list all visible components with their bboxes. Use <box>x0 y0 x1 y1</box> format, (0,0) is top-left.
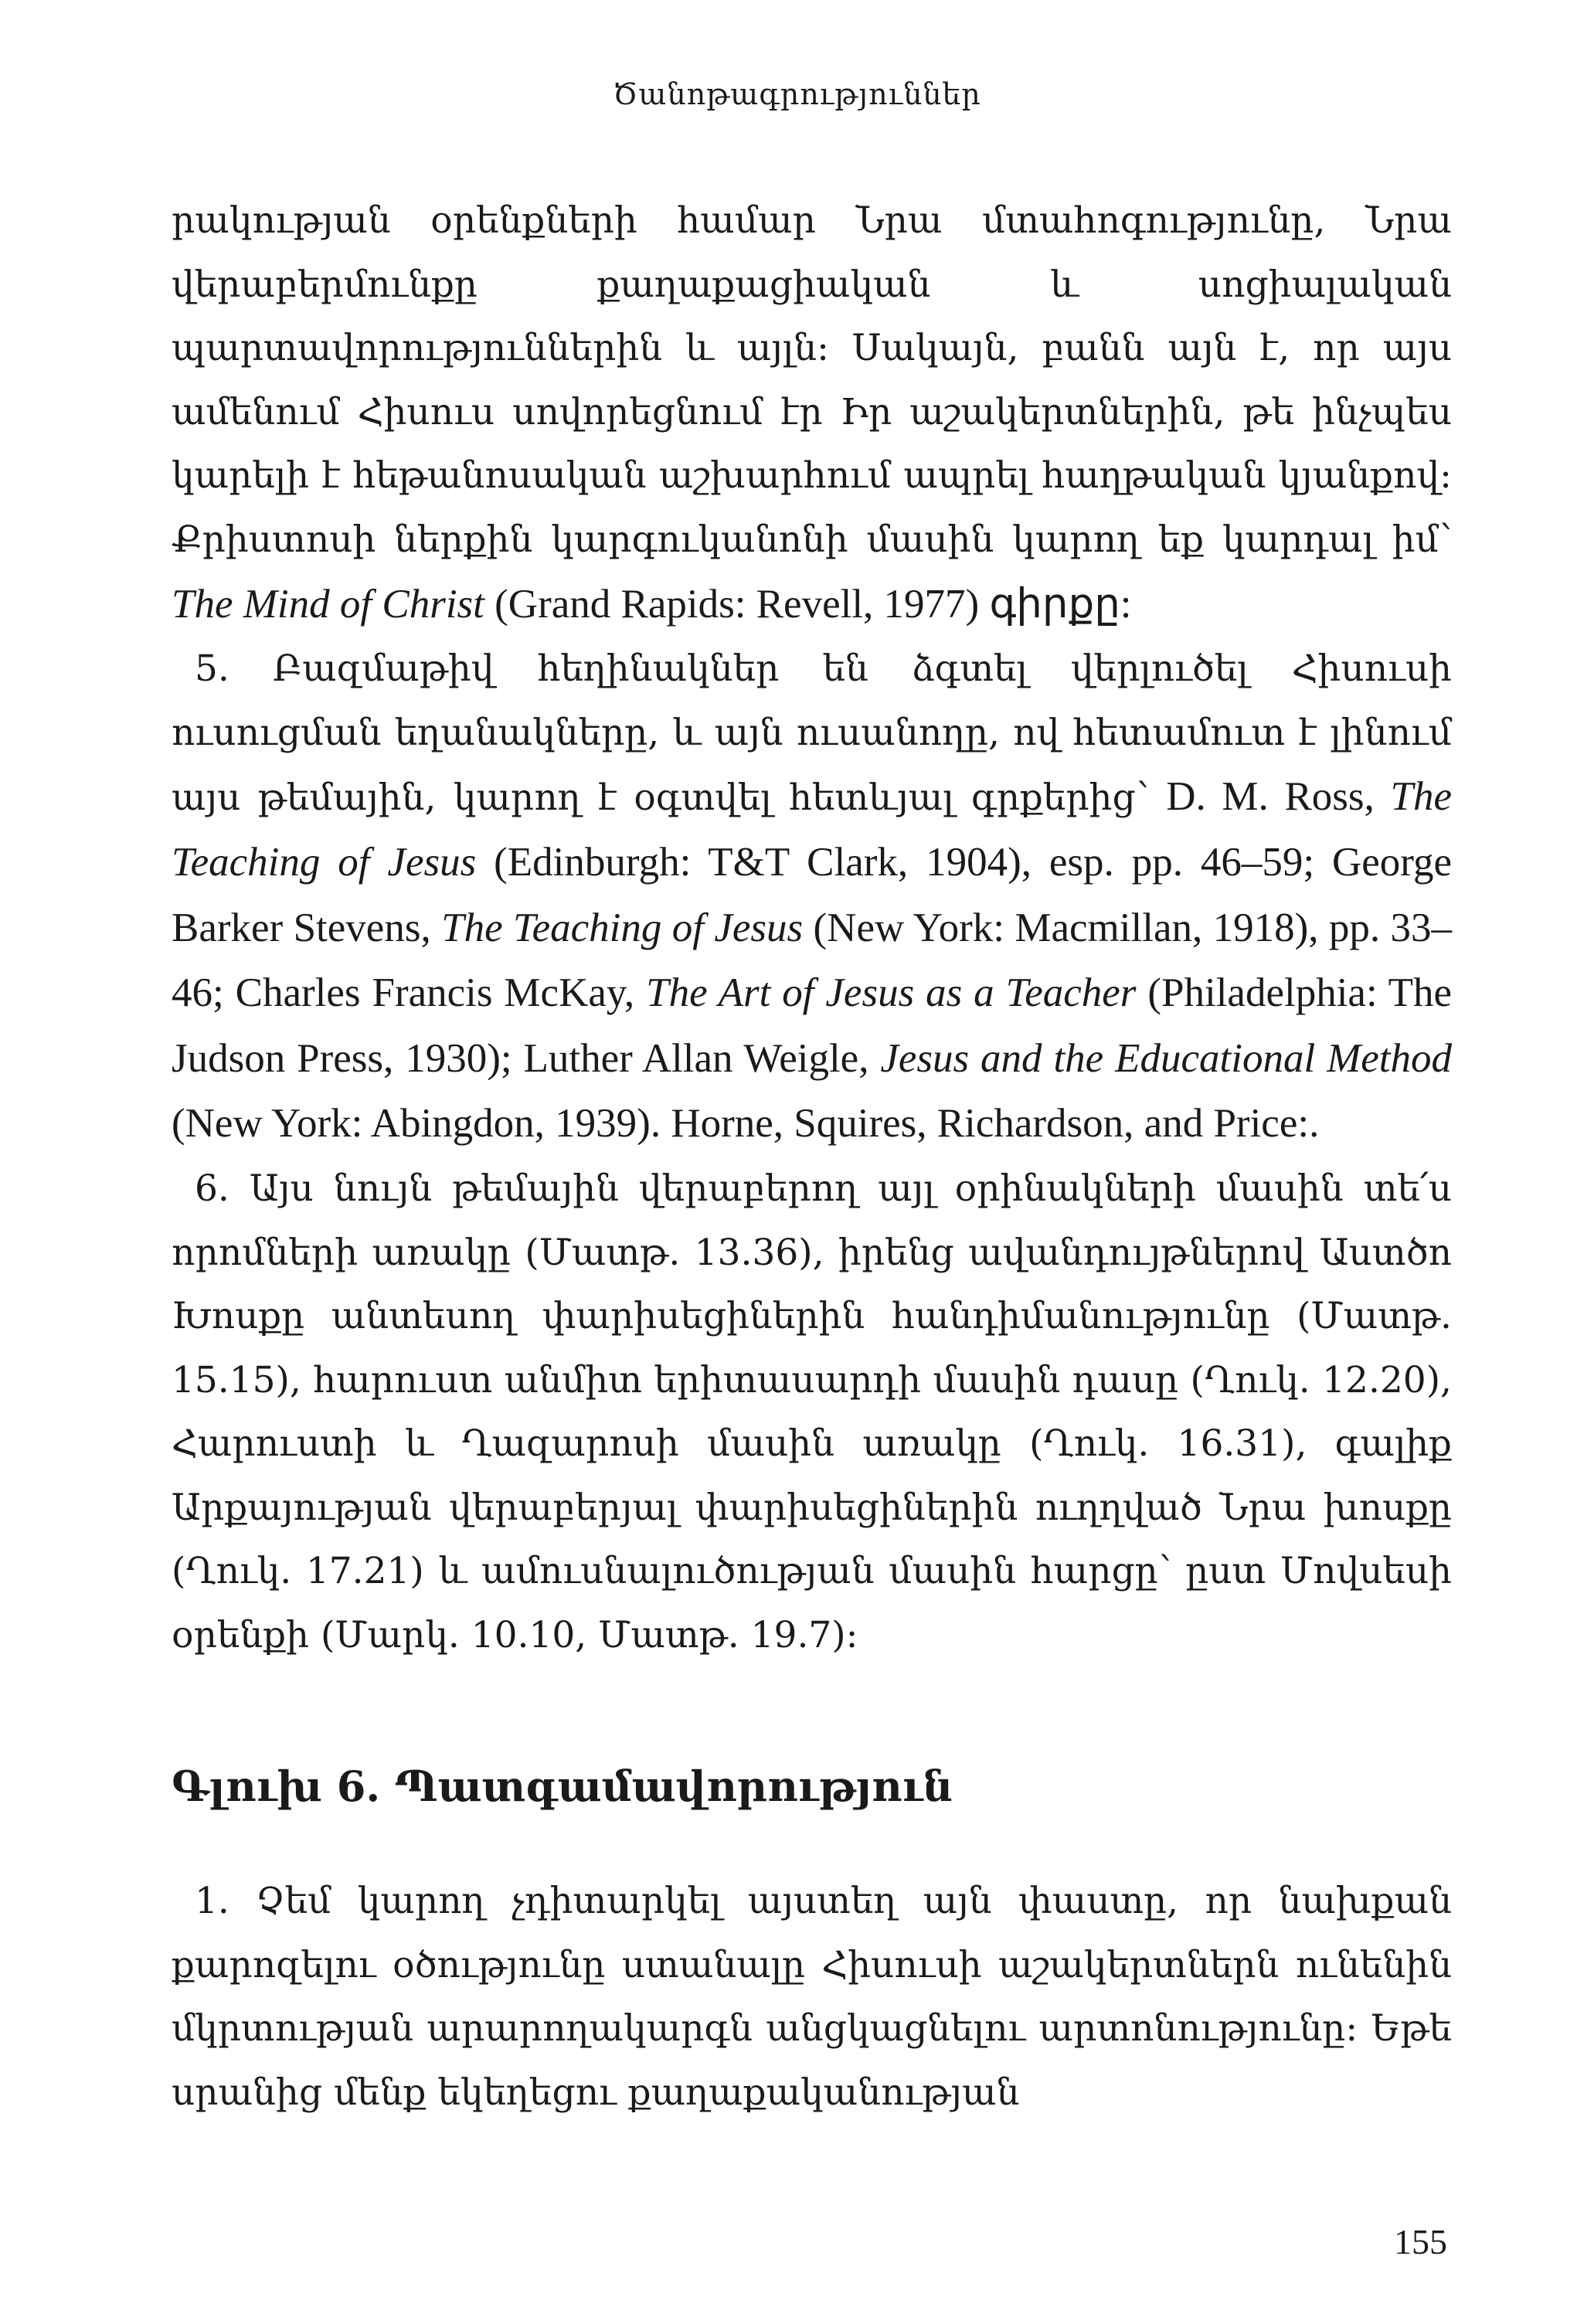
note-5 <box>172 637 1452 1157</box>
chapter-notes-block <box>172 1870 1452 2125</box>
ref-publication: (Philadelphia: The Judson Press, 1930); Luther Allan Weigle, <box>172 970 1453 1081</box>
note-continuation-text: րակության օրենքների համար Նրա մտահոգությունը, Նրա վերաբերմունքը քաղաքացիական և սոցիալական պարտավորություններին և այլն: Սակայն, բանն այն է, որ այս ամենում Հիսուս սովորեցնում էր Իր աշակերտներին, թե ինչպես կարելի է հեթանոսական աշխարհում ապրել հաղթական կյանքով: Քրիստոսի ներքին կարգուկանոնի մասին կարող եք կարդալ իմ՝ <box>172 199 1452 561</box>
ref-title: The Teaching of Jesus <box>172 774 1452 885</box>
ref-author: D. M. Ross, <box>1166 774 1375 820</box>
note-continuation <box>172 189 1452 637</box>
page-number: 155 <box>1394 2222 1447 2261</box>
chapter-note-1: 1. Չեմ կարող չդիտարկել այստեղ այն փաստը, որ նախքան քարոզելու օծությունը ստանալը Հիսուսի աշակերտներն ունենին մկրտության արարողակարգն անցկացնելու արտոնությունը: Եթե սրանից մենք եկեղեցու քաղաքականության <box>172 1880 1452 2114</box>
ref-title: The Teaching of Jesus <box>441 905 804 950</box>
chapter-heading: Գլուխ 6. Պատգամավորություն <box>172 1762 953 1811</box>
ref-publication: (Edinburgh: T&T Clark, 1904), esp. pp. 46–59; George Barker Stevens, <box>172 839 1452 950</box>
note-5-text: 5. Բազմաթիվ հեղինակներ են ձգտել վերլուծել Հիսուսի ուսուցման եղանակները, և այն ուսանողը, ով հետամուտ է լինում այս թեմային, կարող է օգտվել հետևյալ գրքերից՝ <box>172 647 1452 820</box>
ref-publication: (New York: Macmillan, 1918), pp. 33–46; Charles Francis McKay, <box>172 905 1453 1016</box>
ref-title: The Art of Jesus as a Teacher <box>646 970 1137 1016</box>
note-6: 6. Այս նույն թեմային վերաբերող այլ օրինակների մասին տե՛ս որոմների առակը (Մատթ. 13.36), իրենց ավանդույթներով Աստծո Խոսքը անտեսող փարիսեցիներին հանդիմանությունը (Մատթ. 15.15), հարուստ անմիտ երիտասարդի մասին դասը (Ղուկ. 12.20), Հարուստի և Ղազարոսի մասին առակը (Ղուկ. 16.31), գալիք Արքայության վերաբերյալ փարիսեցիներին ուղղված Նրա խոսքը (Ղուկ. 17.21) և ամուսնալուծության մասին հարցը՝ ըստ Մովսեսի օրենքի (Մարկ. 10.10, Մատթ. 19.7): <box>172 1167 1452 1657</box>
running-head: Ծանոթագրություններ <box>613 77 981 111</box>
ref-publication: (New York: Abingdon, 1939). Horne, Squires, Richardson, and Price:. <box>172 1101 1320 1147</box>
endnotes-block <box>172 189 1452 1668</box>
publication-info: (Grand Rapids: Revell, 1977) գիրքը: <box>495 581 1132 627</box>
book-title: The Mind of Christ <box>172 581 484 627</box>
ref-title: Jesus and the Educational Method <box>880 1035 1452 1081</box>
